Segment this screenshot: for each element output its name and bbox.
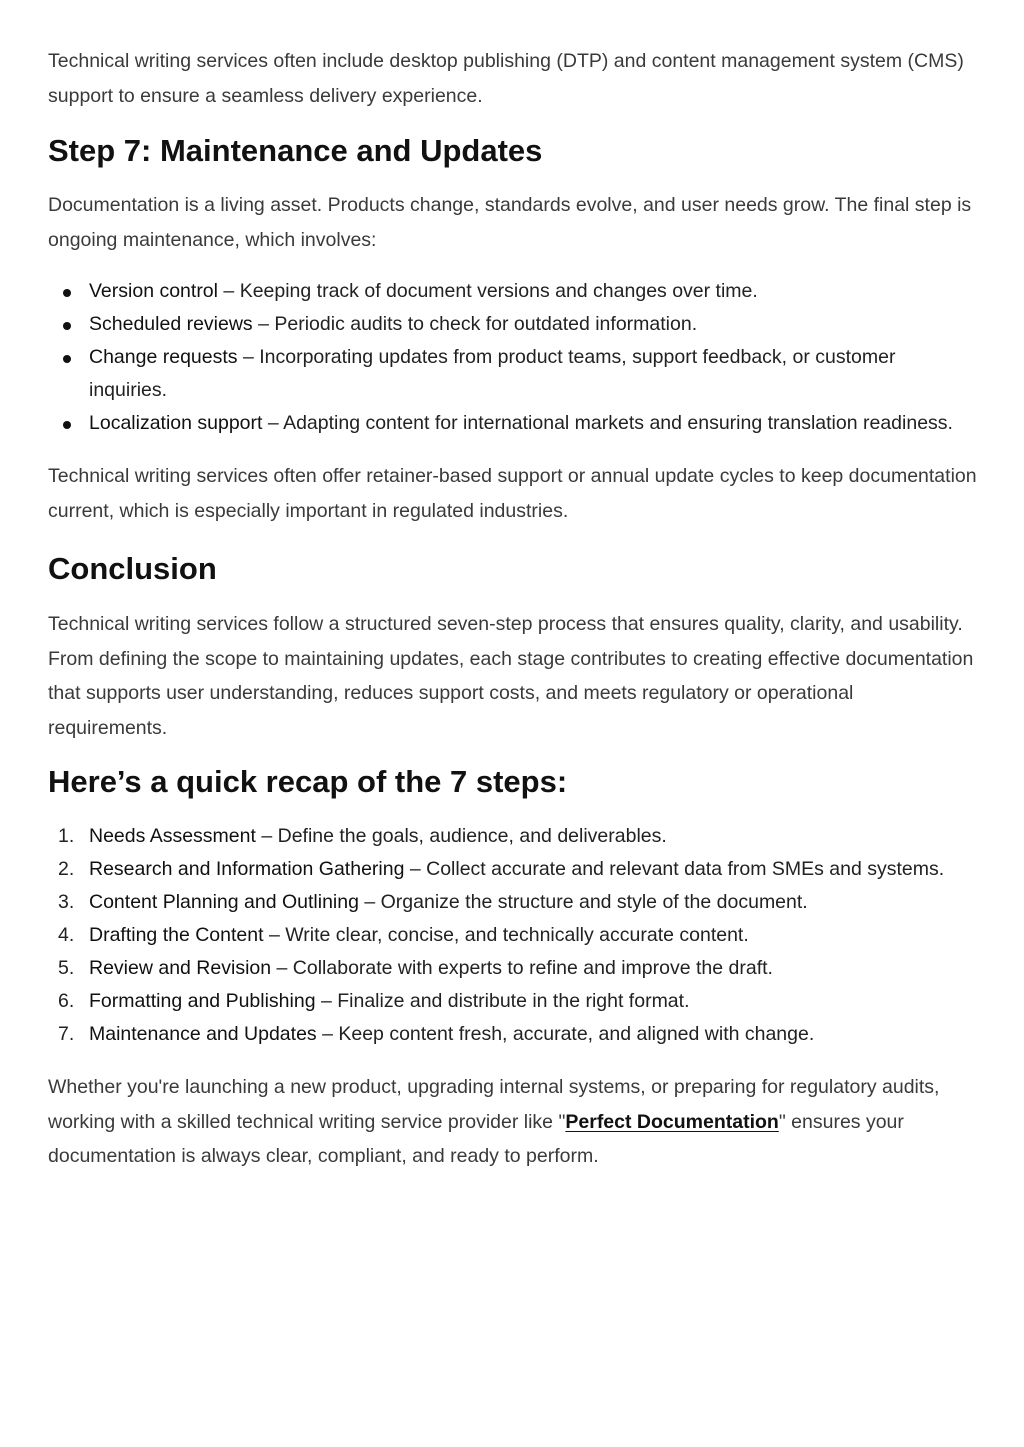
list-item-text: Keeping track of document versions and changes over time. [239,280,758,302]
list-item [58,853,978,886]
list-item-text: Organize the structure and style of the document. [380,891,808,913]
conclusion-heading: Conclusion [48,551,217,586]
list-item-separator: – [258,313,275,335]
article-body [48,44,978,1174]
list-item-separator: – [322,1023,339,1045]
list-item-separator: – [409,858,427,880]
list-item-text: Collect accurate and relevant data from SMEs and systems. [426,858,945,880]
list-item-text: Incorporating updates from product teams, support feedback, or customer inquiries. [89,346,896,401]
list-item [58,985,978,1018]
recap-list [48,820,978,1051]
list-item-text: Periodic audits to check for outdated information. [274,313,698,335]
bullet-icon [63,322,71,330]
list-item [89,341,978,407]
list-item-text: Define the goals, audience, and deliverables. [277,825,667,847]
final-text-after-link: " ensures your documentation is always clear, compliant, and ready to perform. [48,1110,904,1167]
list-item-term: Localization support [89,412,263,434]
list-item-term: Drafting the Content [89,924,264,946]
list-item-term: Maintenance and Updates [89,1023,317,1045]
list-item-number: 3. [58,891,75,913]
step7-heading: Step 7: Maintenance and Updates [48,133,543,168]
step7-closing-paragraph: Technical writing services often offer retainer-based support or annual update cycles to keep documentation current, which is especially important in regulated industries. [48,465,977,522]
list-item-separator: – [268,924,286,946]
list-item-number: 2. [58,858,75,880]
list-item-separator: – [267,412,284,434]
conclusion-paragraph: Technical writing services follow a structured seven-step process that ensures quality, clarity, and usability. From defining the scope to maintaining updates, each stage contributes to creating effective documentation that supports user understanding, reduces support costs, and meets regulatory or operational requirements. [48,613,974,739]
list-item-separator: – [261,825,278,847]
list-item [58,952,978,985]
list-item-number: 5. [58,957,75,979]
list-item-number: 6. [58,990,75,1012]
list-item-text: Collaborate with experts to refine and improve the draft. [292,957,773,979]
list-item-separator: – [276,957,293,979]
step7-paragraph: Documentation is a living asset. Products change, standards evolve, and user needs grow. The final step is ongoing maintenance, which involves: [48,194,972,251]
list-item-separator: – [364,891,381,913]
list-item-text: Keep content fresh, accurate, and aligned with change. [338,1023,815,1045]
list-item-term: Scheduled reviews [89,313,253,335]
list-item-separator: – [223,280,240,302]
list-item [89,407,978,440]
bullet-icon [63,289,71,297]
list-item-term: Formatting and Publishing [89,990,316,1012]
list-item-text: Finalize and distribute in the right format. [337,990,690,1012]
list-item-text: Write clear, concise, and technically accurate content. [285,924,749,946]
list-item [58,886,978,919]
list-item-number: 4. [58,924,75,946]
final-text-before-link: Whether you're launching a new product, upgrading internal systems, or preparing for regulatory audits, working with a skilled technical writing service provider like " [48,1076,940,1133]
list-item-number: 1. [58,825,75,847]
intro-paragraph: Technical writing services often include desktop publishing (DTP) and content management system (CMS) support to ensure a seamless delivery experience. [48,50,964,107]
list-item-separator: – [320,990,338,1012]
list-item-term: Change requests [89,346,238,368]
list-item-number: 7. [58,1023,75,1045]
list-item [89,308,978,341]
list-item-term: Needs Assessment [89,825,256,847]
list-item-term: Review and Revision [89,957,272,979]
final-paragraph [48,1070,978,1174]
maintenance-list [48,275,978,440]
list-item-text: Adapting content for international markets and ensuring translation readiness. [283,412,953,434]
bullet-icon [63,421,71,429]
list-item [89,275,978,308]
list-item-term: Content Planning and Outlining [89,891,359,913]
list-item [58,1018,978,1051]
list-item [58,820,978,853]
bullet-icon [63,355,71,363]
list-item-term: Version control [89,280,218,302]
list-item-term: Research and Information Gathering [89,858,405,880]
list-item [58,919,978,952]
list-item-separator: – [242,346,260,368]
recap-heading: Here’s a quick recap of the 7 steps: [48,764,568,799]
perfect-documentation-link[interactable]: Perfect Documentation [565,1110,779,1133]
